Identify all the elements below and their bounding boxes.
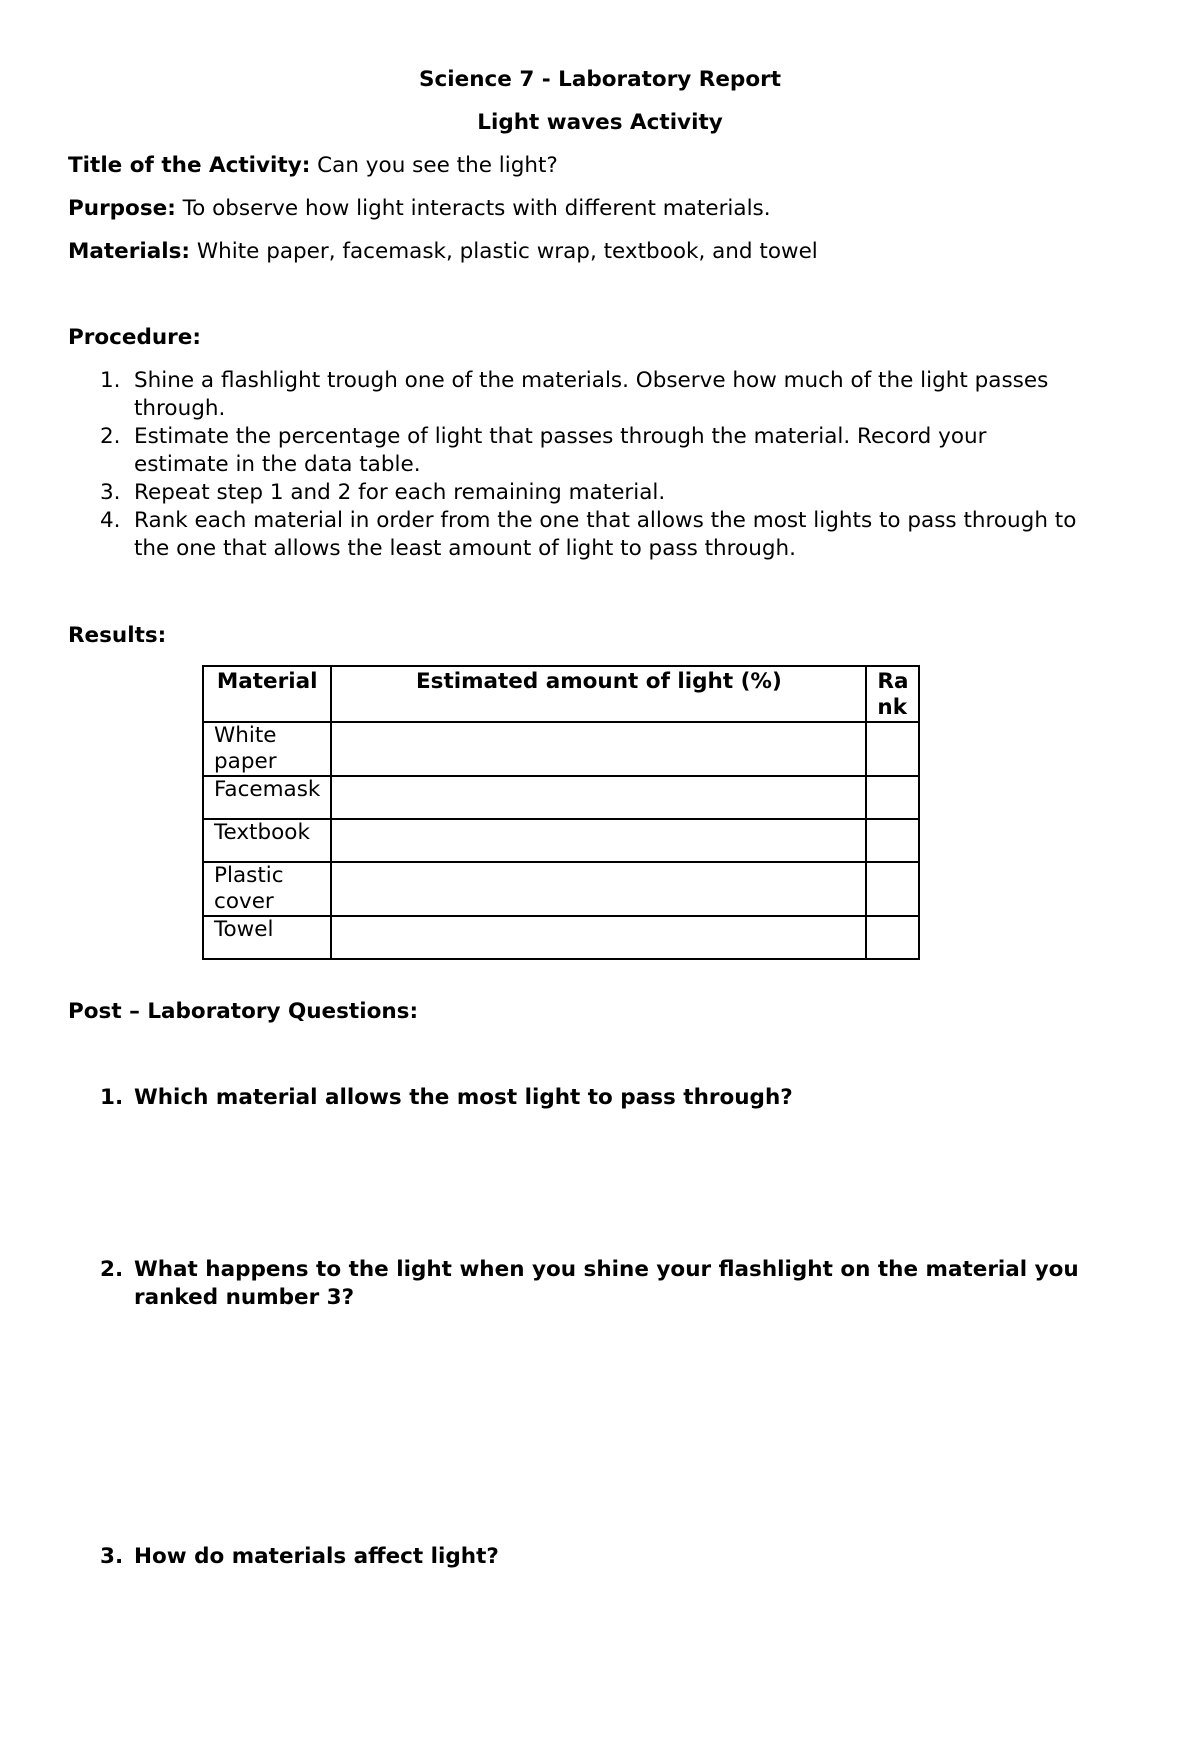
activity-title-value: Can you see the light? [310, 153, 558, 178]
step-text [134, 479, 1134, 507]
material-cell [203, 776, 331, 819]
question-number: 2. [100, 1257, 124, 1282]
purpose-field [68, 195, 771, 223]
step-text [134, 367, 1134, 423]
table-header-row [203, 666, 919, 722]
material-cell [203, 916, 331, 959]
material-name-line: White [214, 723, 277, 748]
question-text-line: Which material allows the most light to pass through? [134, 1085, 793, 1110]
material-cell [203, 862, 331, 916]
rank-header-line: Ra [877, 669, 909, 694]
step-number: 3. [100, 480, 121, 505]
step-text-line: Shine a flashlight trough one of the materials. Observe how much of the light passes [134, 368, 1049, 393]
table-row [203, 916, 919, 959]
material-name-line: Towel [214, 917, 274, 942]
materials-field [68, 238, 818, 266]
estimate-cell[interactable] [331, 819, 866, 862]
material-name-line: cover [214, 889, 274, 914]
report-subtitle: Light waves Activity [477, 110, 723, 135]
table-row [203, 819, 919, 862]
table-row [203, 862, 919, 916]
material-name-line: paper [214, 749, 277, 774]
rank-cell[interactable] [866, 862, 919, 916]
estimate-cell[interactable] [331, 862, 866, 916]
table-row [203, 776, 919, 819]
materials-value: White paper, facemask, plastic wrap, textbook, and towel [190, 239, 818, 264]
material-name-line: Textbook [214, 820, 310, 845]
question-text-line: What happens to the light when you shine your flashlight on the material you [134, 1257, 1079, 1282]
procedure-heading: Procedure: [68, 325, 201, 350]
activity-title-field [68, 152, 558, 180]
rank-cell[interactable] [866, 776, 919, 819]
post-lab-heading: Post – Laboratory Questions: [68, 999, 419, 1024]
rank-cell[interactable] [866, 722, 919, 776]
rank-cell[interactable] [866, 916, 919, 959]
question-text-line: ranked number 3? [134, 1285, 355, 1310]
step-number: 2. [100, 424, 121, 449]
step-text-line: Estimate the percentage of light that passes through the material. Record your [134, 424, 987, 449]
activity-title-label: Title of the Activity: [68, 153, 311, 178]
step-text-line: the one that allows the least amount of light to pass through. [134, 536, 796, 561]
question-text [134, 1256, 1144, 1312]
step-text-line: Repeat step 1 and 2 for each remaining material. [134, 480, 666, 505]
step-number: 4. [100, 508, 121, 533]
question-number: 3. [100, 1544, 124, 1569]
material-name-line: Facemask [214, 777, 321, 802]
report-title: Science 7 - Laboratory Report [419, 67, 781, 92]
material-cell [203, 819, 331, 862]
question-text-line: How do materials affect light? [134, 1544, 499, 1569]
results-heading: Results: [68, 623, 167, 648]
material-column-header: Material [203, 666, 331, 722]
rank-cell[interactable] [866, 819, 919, 862]
purpose-value: To observe how light interacts with different materials. [175, 196, 771, 221]
estimate-cell[interactable] [331, 776, 866, 819]
material-cell [203, 722, 331, 776]
rank-column-header [866, 666, 919, 722]
step-number: 1. [100, 368, 121, 393]
question-text [134, 1084, 1144, 1112]
step-text-line: through. [134, 396, 226, 421]
step-text [134, 423, 1134, 479]
purpose-label: Purpose: [68, 196, 176, 221]
estimate-cell[interactable] [331, 722, 866, 776]
estimate-cell[interactable] [331, 916, 866, 959]
step-text-line: estimate in the data table. [134, 452, 421, 477]
step-text-line: Rank each material in order from the one that allows the most lights to pass through to [134, 508, 1077, 533]
table-row [203, 722, 919, 776]
question-text [134, 1543, 1144, 1571]
question-number: 1. [100, 1085, 124, 1110]
step-text [134, 507, 1134, 563]
estimate-column-header: Estimated amount of light (%) [331, 666, 866, 722]
material-name-line: Plastic [214, 863, 284, 888]
rank-header-line: nk [877, 695, 907, 720]
results-table [202, 665, 920, 960]
materials-label: Materials: [68, 239, 191, 264]
